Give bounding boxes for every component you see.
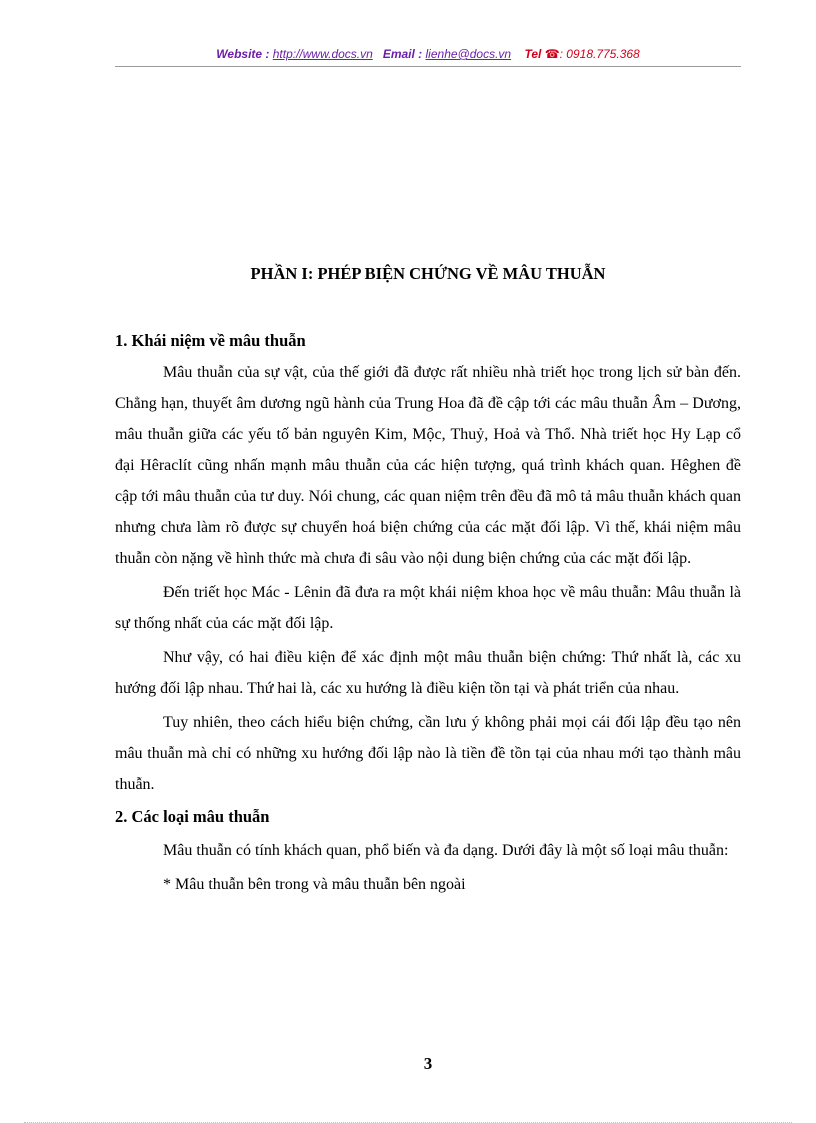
paragraph-3: Như vậy, có hai điều kiện để xác định một mâu thuẫn biện chứng: Thứ nhất là, các xu hướng đối lập nhau. Thứ hai là, các xu hướng là điều kiện tồn tại và phát triển của nhau. [115, 649, 741, 697]
section-heading-1: 1. Khái niệm về mâu thuẫn [115, 331, 306, 350]
paragraph-1: Mâu thuẫn của sự vật, của thế giới đã được rất nhiều nhà triết học trong lịch sử bàn đến. Chẳng hạn, thuyết âm dương ngũ hành của Trung Hoa đã đề cập tới các mâu thuẫn Âm – Dương, mâu thuẫn giữa các yếu tố bản nguyên Kim, Mộc, Thuỷ, Hoả và Thổ. Nhà triết học Hy Lạp cổ đại Hêraclít cũng nhấn mạnh mâu thuẫn của các hiện tượng, quá trình khách quan. Hêghen đề cập tới mâu thuẫn của tư duy. Nói chung, các quan niệm trên đều đã mô tả mâu thuẫn khách quan nhưng chưa làm rõ được sự chuyển hoá biện chứng của các mặt đối lập. Vì thế, khái niệm mâu thuẫn còn nặng về hình thức mà chưa đi sâu vào nội dung biện chứng của các mặt đối lập. [115, 364, 741, 567]
document-body [115, 326, 741, 900]
bullet-item: * Mâu thuẫn bên trong và mâu thuẫn bên ngoài [163, 876, 466, 893]
paragraph-4: Tuy nhiên, theo cách hiểu biện chứng, cần lưu ý không phải mọi cái đối lập đều tạo nên mâu thuẫn mà chỉ có những xu hướng đối lập nào là tiền đề tồn tại của nhau mới tạo thành mâu thuẫn. [115, 714, 741, 793]
website-label: Website : [216, 47, 270, 61]
section-heading-2: 2. Các loại mâu thuẫn [115, 807, 270, 826]
header-divider [115, 66, 741, 67]
email-label: Email : [382, 47, 423, 61]
tel-number: : 0918.775.368 [559, 47, 640, 61]
document-title: PHẦN I: PHÉP BIỆN CHỨNG VỀ MÂU THUẪN [250, 264, 606, 283]
paragraph-5: Mâu thuẫn có tính khách quan, phổ biến và đa dạng. Dưới đây là một số loại mâu thuẫn: [163, 842, 729, 859]
page-header [115, 47, 741, 61]
paragraph-2: Đến triết học Mác - Lênin đã đưa ra một khái niệm khoa học về mâu thuẫn: Mâu thuẫn là sự thống nhất của các mặt đối lập. [115, 584, 741, 632]
website-link[interactable]: http://www.docs.vn [272, 47, 373, 61]
tel-label: Tel [524, 47, 542, 61]
email-link[interactable]: lienhe@docs.vn [425, 47, 512, 61]
phone-icon: ☎ [544, 47, 560, 61]
page-number: 3 [423, 1054, 433, 1073]
